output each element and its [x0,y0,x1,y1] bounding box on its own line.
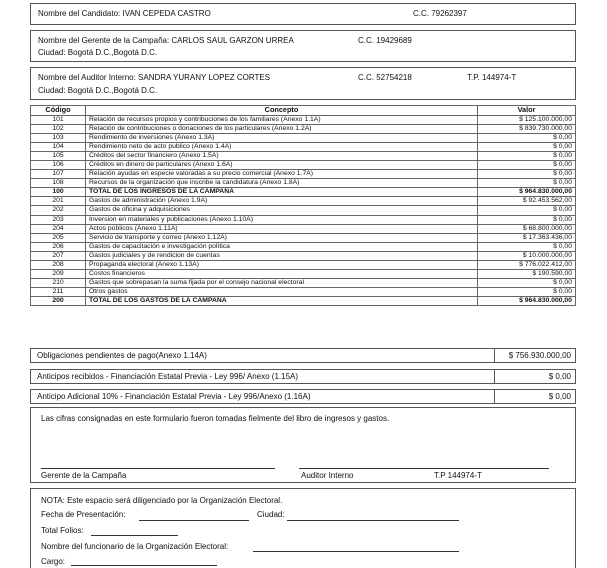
auditor-signature-line [299,468,549,469]
obligaciones-row [30,348,576,363]
anticipo-adicional-value: $ 0,00 [548,392,571,401]
row-concept: Créditos en dinero de particulares (Anexo 1.6A) [86,160,478,169]
obligaciones-value: $ 756.930.000,00 [508,351,571,360]
row-concept: Gastos de oficina y adquisiciones [86,206,478,215]
table-header [31,106,576,116]
gerente-signature-label: Gerente de la Campaña [41,471,127,480]
candidate-cc: C.C. 79262397 [413,9,467,18]
income-expense-table [30,105,576,306]
table-row [31,115,576,124]
row-value: $ 125.100.000,00 [478,115,576,124]
anticipos-value: $ 0,00 [548,372,571,381]
table-row [31,160,576,169]
row-code: 201 [31,197,86,206]
row-code: 211 [31,288,86,297]
row-value: $ 92.453.562,00 [478,197,576,206]
row-value: $ 776.022.412,00 [478,261,576,270]
note-title: NOTA: Este espacio será diligenciado por la Organización Electoral. [41,496,283,505]
fecha-label: Fecha de Presentación: [41,510,126,519]
row-concept: Rendimiento de inversiones (Anexo 1.3A) [86,133,478,142]
ciudad-label: Ciudad: [257,510,285,519]
row-value: $ 0,00 [478,179,576,188]
table-row [31,251,576,260]
declaration-section [30,407,576,483]
anticipo-adicional-label: Anticipo Adicional 10% - Financiación Estatal Previa - Ley 996/Anexo (1.16A) [37,392,311,401]
funcionario-field[interactable] [253,551,459,552]
row-code: 102 [31,124,86,133]
header-concepto: Concepto [86,106,478,116]
folios-label: Total Folios: [41,526,84,535]
row-concept: Inversion en materiales y publicaciones (Anexo 1.10A) [86,215,478,224]
row-code: 203 [31,215,86,224]
cargo-field[interactable] [71,565,217,566]
auditor-cc: C.C. 52754218 [358,73,412,82]
table-row [31,206,576,215]
row-value: $ 964.830.000,00 [478,188,576,197]
row-value: $ 0,00 [478,288,576,297]
table-row [31,261,576,270]
anticipos-label: Anticipos recibidos - Financiación Estatal Previa - Ley 996/ Anexo (1.15A) [37,372,299,381]
row-value: $ 0,00 [478,133,576,142]
table-row [31,151,576,160]
row-value: $ 0,00 [478,142,576,151]
declaration-text: Las cifras consignadas en este formulario fueron tomadas fielmente del libro de ingresos y gastos. [41,414,390,423]
row-code: 210 [31,279,86,288]
row-code: 101 [31,115,86,124]
note-section [30,488,576,568]
row-value: $ 190.590,00 [478,270,576,279]
row-code: 202 [31,206,86,215]
table-row [31,242,576,251]
auditor-section [30,67,576,100]
row-value: $ 0,00 [478,279,576,288]
table-row [31,224,576,233]
row-value: $ 0,00 [478,242,576,251]
table-row [31,279,576,288]
row-code: 105 [31,151,86,160]
row-code: 208 [31,261,86,270]
row-concept: TOTAL DE LOS GASTOS DE LA CAMPAÑA [86,297,478,306]
obligaciones-label: Obligaciones pendientes de pago(Anexo 1.14A) [37,351,207,360]
row-value: $ 68.800.000,00 [478,224,576,233]
folios-field[interactable] [91,535,178,536]
header-codigo: Código [31,106,86,116]
table-row [31,142,576,151]
table-row [31,170,576,179]
manager-name: Nombre del Gerente de la Campaña: CARLOS SAUL GARZON URREA [38,36,294,45]
table-row [31,215,576,224]
row-code: 100 [31,188,86,197]
row-concept: Actos públicos (Anexo 1.11A) [86,224,478,233]
row-concept: Relación ayudas en especie valoradas a su precio comercial (Anexo 1.7A) [86,170,478,179]
funcionario-label: Nombre del funcionario de la Organización Electoral: [41,542,229,551]
row-code: 107 [31,170,86,179]
table-row [31,288,576,297]
table-row [31,124,576,133]
anticipo-adicional-row [30,389,576,404]
manager-city: Ciudad: Bogotá D.C.,Bogotá D.C. [38,48,158,57]
row-value: $ 0,00 [478,206,576,215]
row-value: $ 17.363.436,00 [478,233,576,242]
row-concept: Gastos que sobrepasan la suma fijada por el consejo nacional electoral [86,279,478,288]
row-code: 205 [31,233,86,242]
ciudad-field[interactable] [287,520,459,521]
auditor-tp: T.P. 144974-T [467,73,517,82]
row-value: $ 0,00 [478,151,576,160]
table-row [31,270,576,279]
manager-cc: C.C. 19429689 [358,36,412,45]
table-row [31,233,576,242]
row-concept: Relación de recursos propios y contribuciones de los familiares (Anexo 1.1A) [86,115,478,124]
row-concept: Gastos de capacitación e investigación política [86,242,478,251]
row-code: 106 [31,160,86,169]
row-concept: Servicio de transporte y correo (Anexo 1.12A) [86,233,478,242]
fecha-field[interactable] [139,520,249,521]
row-code: 200 [31,297,86,306]
row-code: 207 [31,251,86,260]
auditor-signature-label: Auditor Interno [301,471,354,480]
manager-section [30,30,576,62]
row-code: 206 [31,242,86,251]
row-value: $ 964.830.000,00 [478,297,576,306]
row-concept: Gastos de administración (Anexo 1.9A) [86,197,478,206]
auditor-tp-label: T.P 144974-T [434,471,482,480]
row-concept: Propaganda electoral (Anexo 1.13A) [86,261,478,270]
table-row [31,133,576,142]
candidate-name: Nombre del Candidato: IVAN CEPEDA CASTRO [38,9,211,18]
table-body [31,115,576,306]
row-code: 204 [31,224,86,233]
row-value: $ 839.730.000,00 [478,124,576,133]
row-concept: Relación de contribuciones o donaciones de los particulares (Anexo 1.2A) [86,124,478,133]
row-code: 103 [31,133,86,142]
header-valor: Valor [478,106,576,116]
table-row [31,297,576,306]
row-code: 108 [31,179,86,188]
table-row [31,179,576,188]
anticipos-row [30,369,576,384]
row-concept: Créditos del sector financiero (Anexo 1.5A) [86,151,478,160]
auditor-name: Nombre del Auditor Interno: SANDRA YURANY LOPEZ CORTES [38,73,271,82]
auditor-city: Ciudad: Bogotá D.C.,Bogotá D.C. [38,86,158,95]
candidate-section [30,3,576,25]
gerente-signature-line [41,468,275,469]
row-code: 209 [31,270,86,279]
row-concept: TOTAL DE LOS INGRESOS DE LA CAMPAÑA [86,188,478,197]
row-concept: Rendimiento neto de acto publico (Anexo 1.4A) [86,142,478,151]
row-value: $ 0,00 [478,160,576,169]
row-value: $ 10.000.000,00 [478,251,576,260]
cargo-label: Cargo: [41,557,66,566]
table-row [31,188,576,197]
row-value: $ 0,00 [478,170,576,179]
row-concept: Recursos de la organización que inscribe la candidatura (Anexo 1.8A) [86,179,478,188]
row-concept: Costos financieros [86,270,478,279]
row-value: $ 0,00 [478,215,576,224]
row-concept: Otros gastos [86,288,478,297]
table-row [31,197,576,206]
row-code: 104 [31,142,86,151]
row-concept: Gastos judiciales y de rendicion de cuentas [86,251,478,260]
